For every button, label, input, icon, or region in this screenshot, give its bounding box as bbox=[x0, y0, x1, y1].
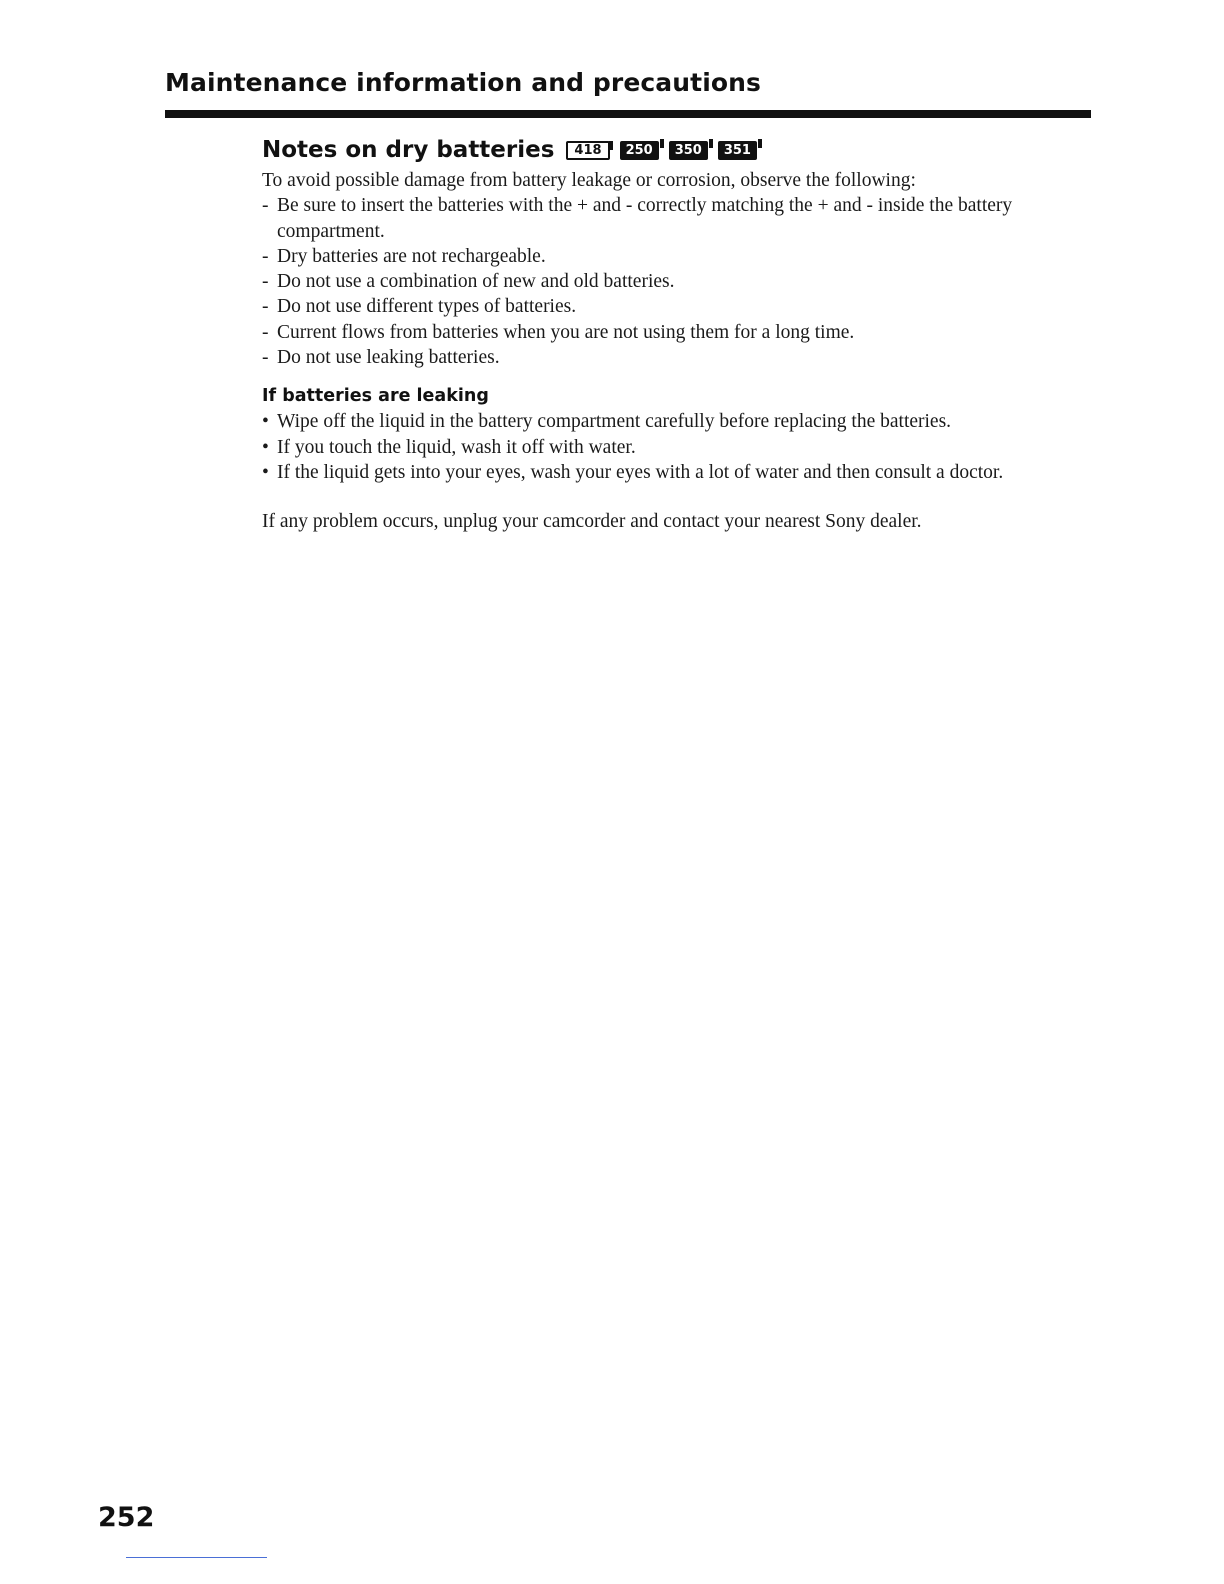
page-title: Maintenance information and precautions bbox=[165, 68, 762, 97]
list-item-text: Current flows from batteries when you are not using them for a long time. bbox=[277, 321, 855, 343]
main-content bbox=[262, 133, 1102, 535]
model-badges bbox=[566, 141, 757, 160]
page-number: 252 bbox=[98, 1502, 155, 1533]
list-item-text: Do not use leaking batteries. bbox=[277, 347, 500, 369]
list-item bbox=[262, 435, 1102, 460]
list-item bbox=[262, 269, 1102, 294]
list-item bbox=[262, 409, 1102, 434]
model-badge-418: 418 bbox=[566, 141, 609, 160]
list-item bbox=[262, 345, 1102, 370]
leaking-heading: If batteries are leaking bbox=[262, 386, 489, 407]
list-item-text: Wipe off the liquid in the battery compartment carefully before replacing the batteries. bbox=[277, 411, 952, 433]
list-item-text: Be sure to insert the batteries with the + and - correctly matching the + and - inside the battery compartment. bbox=[277, 195, 1013, 242]
list-item-text: If you touch the liquid, wash it off with water. bbox=[277, 436, 636, 458]
bullet-marker: • bbox=[262, 411, 269, 433]
dash-marker: - bbox=[262, 347, 269, 369]
precaution-list bbox=[262, 193, 1102, 370]
dash-marker: - bbox=[262, 245, 269, 267]
model-badge-250: 250 bbox=[620, 141, 659, 160]
list-item-text: Do not use a combination of new and old batteries. bbox=[277, 271, 675, 293]
intro-paragraph: To avoid possible damage from battery leakage or corrosion, observe the following: bbox=[262, 170, 916, 191]
footer-line bbox=[126, 1557, 267, 1558]
dash-marker: - bbox=[262, 296, 269, 318]
list-item bbox=[262, 294, 1102, 319]
leaking-list bbox=[262, 409, 1102, 485]
list-item-text: Dry batteries are not rechargeable. bbox=[277, 245, 546, 267]
closing-paragraph: If any problem occurs, unplug your camcorder and contact your nearest Sony dealer. bbox=[262, 511, 922, 533]
list-item-text: If the liquid gets into your eyes, wash your eyes with a lot of water and then consult a doctor. bbox=[277, 461, 1004, 483]
list-item-text: Do not use different types of batteries. bbox=[277, 296, 577, 318]
list-item bbox=[262, 193, 1102, 244]
dash-marker: - bbox=[262, 195, 269, 217]
model-badge-350: 350 bbox=[669, 141, 708, 160]
dash-marker: - bbox=[262, 321, 269, 343]
dash-marker: - bbox=[262, 271, 269, 293]
bullet-marker: • bbox=[262, 461, 269, 483]
section-title bbox=[262, 133, 1102, 167]
section-title-text: Notes on dry batteries bbox=[262, 137, 555, 163]
header-rule bbox=[165, 110, 1091, 118]
list-item bbox=[262, 320, 1102, 345]
model-badge-351: 351 bbox=[718, 141, 757, 160]
page-header bbox=[165, 68, 1091, 97]
list-item bbox=[262, 244, 1102, 269]
list-item bbox=[262, 460, 1102, 485]
bullet-marker: • bbox=[262, 436, 269, 458]
